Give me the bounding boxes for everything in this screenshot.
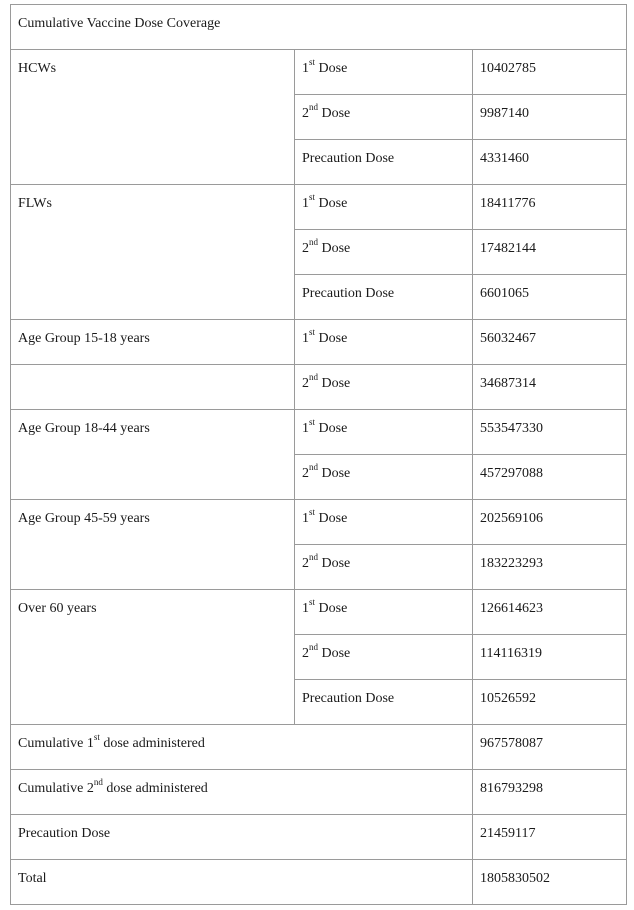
dose-label-suffix: Dose: [318, 556, 351, 571]
dose-label-cell: [295, 545, 473, 590]
summary-label-text: Precaution Dose: [18, 826, 111, 841]
dose-label-suffix: Dose: [318, 241, 351, 256]
dose-label-cell: [295, 410, 473, 455]
dose-label: [302, 680, 394, 706]
dose-label-text: 1: [302, 61, 309, 76]
summary-value-cell: [473, 860, 627, 905]
table-row: [11, 50, 627, 95]
dose-value-cell: [473, 95, 627, 140]
summary-value: 21459117: [480, 826, 536, 841]
dose-value-cell: [473, 140, 627, 185]
dose-label-cell: [295, 185, 473, 230]
dose-value: 183223293: [480, 556, 543, 571]
group-name-age-group-45-59-years: Age Group 45-59 years: [18, 511, 150, 526]
dose-label-ordinal: nd: [309, 552, 318, 563]
dose-label-suffix: Dose: [315, 196, 348, 211]
summary-row: [11, 725, 627, 770]
dose-value: 114116319: [480, 646, 542, 661]
dose-label-suffix: Dose: [315, 601, 348, 616]
dose-label: [302, 590, 347, 616]
dose-label-text: Precaution Dose: [302, 286, 395, 301]
dose-label-text: 1: [302, 196, 309, 211]
dose-label-suffix: Dose: [315, 421, 348, 436]
summary-label-ordinal: st: [93, 732, 100, 743]
table-title: Cumulative Vaccine Dose Coverage: [18, 16, 221, 31]
dose-label-suffix: Dose: [315, 511, 348, 526]
dose-label-ordinal: st: [309, 327, 316, 338]
summary-value: 1805830502: [480, 871, 550, 886]
dose-label: [302, 95, 350, 121]
summary-label-cell: [11, 725, 473, 770]
dose-value: 10526592: [480, 691, 536, 706]
dose-value: 457297088: [480, 466, 543, 481]
group-name-over-60-years: Over 60 years: [18, 601, 97, 616]
group-name-cell: [11, 185, 295, 320]
dose-value-cell: [473, 635, 627, 680]
summary-label-cell: [11, 770, 473, 815]
dose-label-cell: [295, 230, 473, 275]
group-name-cell: [11, 320, 295, 365]
summary-label-text: Cumulative 1: [18, 736, 94, 751]
dose-label: [302, 140, 394, 166]
summary-row: [11, 815, 627, 860]
dose-label-text: 2: [302, 466, 309, 481]
summary-value-cell: [473, 815, 627, 860]
dose-value: 56032467: [480, 331, 536, 346]
summary-row: [11, 860, 627, 905]
dose-label-suffix: Dose: [318, 466, 351, 481]
dose-value-cell: [473, 185, 627, 230]
dose-label-cell: [295, 590, 473, 635]
group-name-cell: [11, 500, 295, 590]
summary-label-text: Cumulative 2: [18, 781, 94, 796]
dose-label-cell: [295, 500, 473, 545]
table-row: [11, 320, 627, 365]
summary-label-suffix: dose administered: [102, 781, 208, 796]
dose-label-cell: [295, 455, 473, 500]
dose-label-text: 2: [302, 376, 309, 391]
table-row: [11, 185, 627, 230]
dose-label-ordinal: nd: [309, 102, 318, 113]
dose-label-ordinal: st: [309, 192, 316, 203]
dose-value: 6601065: [480, 286, 529, 301]
dose-label-ordinal: st: [309, 507, 316, 518]
dose-value: 553547330: [480, 421, 543, 436]
dose-label-text: Precaution Dose: [302, 151, 395, 166]
group-name-age-group-15-18-years: Age Group 15-18 years: [18, 331, 150, 346]
dose-value: 17482144: [480, 241, 536, 256]
dose-value-cell: [473, 455, 627, 500]
dose-label: [302, 635, 350, 661]
dose-label: [302, 185, 347, 211]
dose-value-cell: [473, 500, 627, 545]
dose-label-cell: [295, 320, 473, 365]
dose-value-cell: [473, 320, 627, 365]
table-body: [11, 5, 627, 905]
dose-value-cell: [473, 50, 627, 95]
dose-value: 4331460: [480, 151, 529, 166]
group-name-cell: [11, 50, 295, 185]
group-name-hcws: HCWs: [18, 61, 57, 76]
summary-value: 816793298: [480, 781, 543, 796]
vaccine-coverage-table: [10, 4, 627, 905]
dose-label-text: 1: [302, 331, 309, 346]
summary-label: [18, 725, 205, 751]
dose-value: 34687314: [480, 376, 536, 391]
summary-value-cell: [473, 725, 627, 770]
summary-label-ordinal: nd: [93, 777, 103, 788]
dose-label-cell: [295, 635, 473, 680]
dose-label-cell: [295, 275, 473, 320]
dose-value-cell: [473, 590, 627, 635]
dose-label: [302, 365, 350, 391]
dose-label: [302, 455, 350, 481]
dose-label-ordinal: nd: [309, 642, 318, 653]
group-name-cell: [11, 365, 295, 410]
summary-label-cell: [11, 860, 473, 905]
group-name-cell: [11, 590, 295, 725]
dose-value: 202569106: [480, 511, 543, 526]
dose-label-suffix: Dose: [315, 331, 348, 346]
group-name-cell: [11, 410, 295, 500]
table-row: [11, 590, 627, 635]
summary-value-cell: [473, 770, 627, 815]
dose-label-text: 1: [302, 421, 309, 436]
dose-label-cell: [295, 95, 473, 140]
dose-label: [302, 230, 350, 256]
group-name-flws: FLWs: [18, 196, 52, 211]
summary-label: [18, 860, 47, 886]
dose-label: [302, 545, 350, 571]
table-title-cell: [11, 5, 627, 50]
table-title-row: [11, 5, 627, 50]
summary-label-cell: [11, 815, 473, 860]
dose-value-cell: [473, 230, 627, 275]
table-row: [11, 365, 627, 410]
dose-label: [302, 320, 347, 346]
table-row: [11, 410, 627, 455]
dose-value-cell: [473, 410, 627, 455]
dose-value: 10402785: [480, 61, 536, 76]
dose-value: 9987140: [480, 106, 529, 121]
dose-value-cell: [473, 365, 627, 410]
dose-label-text: 1: [302, 601, 309, 616]
dose-label-cell: [295, 365, 473, 410]
dose-value-cell: [473, 545, 627, 590]
summary-label-suffix: dose administered: [99, 736, 205, 751]
dose-label: [302, 410, 347, 436]
dose-label-ordinal: st: [309, 597, 316, 608]
dose-value: 126614623: [480, 601, 543, 616]
dose-label-text: 2: [302, 106, 309, 121]
summary-label-text: Total: [18, 871, 47, 886]
dose-label-ordinal: st: [309, 417, 316, 428]
dose-label-ordinal: nd: [309, 372, 318, 383]
dose-value-cell: [473, 680, 627, 725]
dose-label-suffix: Dose: [315, 61, 348, 76]
dose-label-cell: [295, 50, 473, 95]
dose-value: 18411776: [480, 196, 536, 211]
dose-label-text: 2: [302, 646, 309, 661]
dose-label-ordinal: st: [309, 57, 316, 68]
dose-label: [302, 500, 347, 526]
dose-value-cell: [473, 275, 627, 320]
dose-label-text: Precaution Dose: [302, 691, 395, 706]
dose-label-suffix: Dose: [318, 106, 351, 121]
dose-label: [302, 275, 394, 301]
table-row: [11, 500, 627, 545]
dose-label-cell: [295, 140, 473, 185]
dose-label-text: 1: [302, 511, 309, 526]
dose-label-ordinal: nd: [309, 237, 318, 248]
dose-label-cell: [295, 680, 473, 725]
dose-label-suffix: Dose: [318, 376, 351, 391]
summary-label: [18, 770, 208, 796]
summary-row: [11, 770, 627, 815]
dose-label-suffix: Dose: [318, 646, 351, 661]
dose-label-ordinal: nd: [309, 462, 318, 473]
group-name-age-group-18-44-years: Age Group 18-44 years: [18, 421, 150, 436]
dose-label: [302, 50, 347, 76]
dose-label-text: 2: [302, 241, 309, 256]
dose-label-text: 2: [302, 556, 309, 571]
summary-value: 967578087: [480, 736, 543, 751]
summary-label: [18, 815, 110, 841]
